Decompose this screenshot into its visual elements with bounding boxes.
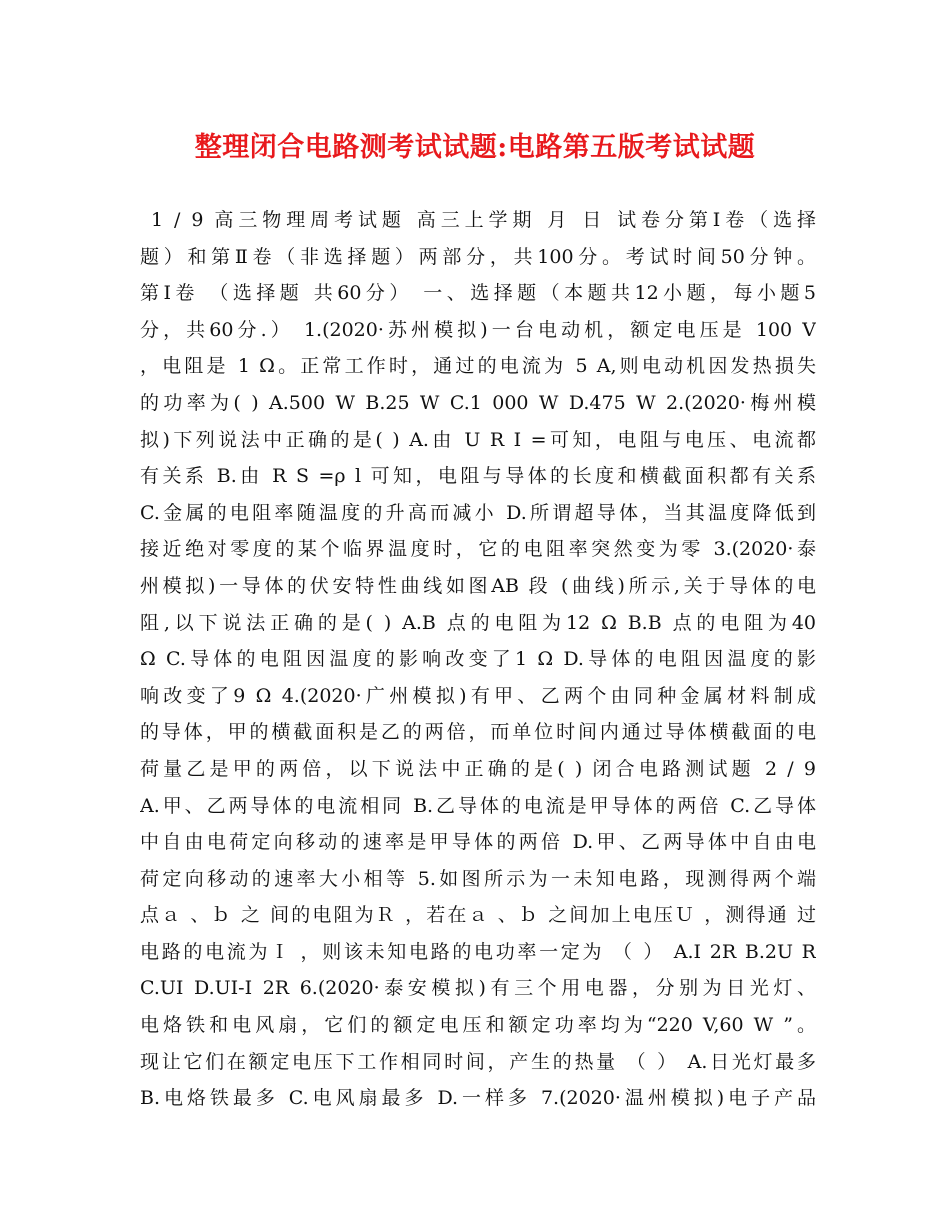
body-text-line: 的功率为( ) A.500 W B.25 W C.1 000 W D.475 W 2.(2020·梅州模 xyxy=(140,391,816,414)
body-text-line: 拟)下列说法中正确的是( ) A.由 U R I =可知，电阻与电压、电流都 xyxy=(140,428,816,451)
body-text-line: 响改变了9 Ω 4.(2020·广州模拟)有甲、乙两个由同种金属材料制成 xyxy=(140,684,816,707)
body-text-line: 分，共60分.） 1.(2020·苏州模拟)一台电动机，额定电压是 100 V xyxy=(140,318,816,341)
body-text-line: 荷量乙是甲的两倍，以下说法中正确的是( ) 闭合电路测试题 2 / 9 xyxy=(140,757,816,780)
body-text-line: 现让它们在额定电压下工作相同时间，产生的热量 （ ） A.日光灯最多 xyxy=(140,1050,816,1073)
document-title: 整理闭合电路测考试试题:电路第五版考试试题 xyxy=(194,132,756,163)
body-text-line: C.UI D.UI-I 2R 6.(2020·泰安模拟)有三个用电器，分别为日光灯、 xyxy=(140,977,816,1000)
body-text-line: Ω C.导体的电阻因温度的影响改变了1 Ω D.导体的电阻因温度的影 xyxy=(140,648,816,671)
body-text-line: 阻,以下说法正确的是( ) A.B 点的电阻为12 Ω B.B 点的电阻为40 xyxy=(140,611,816,634)
document-body xyxy=(140,202,816,1117)
body-text-line: A.甲、乙两导体的电流相同 B.乙导体的电流是甲导体的两倍 C.乙导体 xyxy=(140,794,816,817)
body-text-line: B.电烙铁最多 C.电风扇最多 D.一样多 7.(2020·温州模拟)电子产品 xyxy=(140,1087,816,1110)
body-text-line: 电烙铁和电风扇，它们的额定电压和额定功率均为“220 V,60 W ”。 xyxy=(140,1014,816,1037)
body-text-line: 点ａ 、ｂ 之 间的电阻为Ｒ ，若在ａ 、ｂ 之间加上电压Ｕ ，测得通 过 xyxy=(140,904,816,927)
body-text-line: 1 / 9 高三物理周考试题 高三上学期 月 日 试卷分第Ⅰ卷（选择 xyxy=(140,209,816,231)
body-text-line: 中自由电荷定向移动的速率是甲导体的两倍 D.甲、乙两导体中自由电 xyxy=(140,831,816,854)
body-text-line: 第Ⅰ卷 （选择题 共60分） 一、选择题（本题共12小题，每小题5 xyxy=(140,282,816,305)
body-text-line: 电路的电流为Ｉ ，则该未知电路的电功率一定为 （ ） A.I 2R B.2U R xyxy=(140,940,816,963)
body-text-line: 接近绝对零度的某个临界温度时，它的电阻率突然变为零 3.(2020·泰 xyxy=(140,538,816,561)
body-text-line: 荷定向移动的速率大小相等 5.如图所示为一未知电路，现测得两个端 xyxy=(140,867,816,890)
body-text-line: 的导体，甲的横截面积是乙的两倍，而单位时间内通过导体横截面的电 xyxy=(140,721,816,744)
body-text-line: 题）和第Ⅱ卷（非选择题）两部分，共100分。考试时间50分钟。 xyxy=(140,245,816,268)
body-text-line: ，电阻是 1 Ω。正常工作时，通过的电流为 5 A,则电动机因发热损失 xyxy=(140,355,816,378)
body-text-line: C.金属的电阻率随温度的升高而减小 D.所谓超导体，当其温度降低到 xyxy=(140,501,816,524)
body-text-line: 有关系 B.由 R S =ρ l 可知，电阻与导体的长度和横截面积都有关系 xyxy=(140,465,816,488)
body-text-line: 州模拟)一导体的伏安特性曲线如图AB 段 (曲线)所示,关于导体的电 xyxy=(140,574,816,597)
